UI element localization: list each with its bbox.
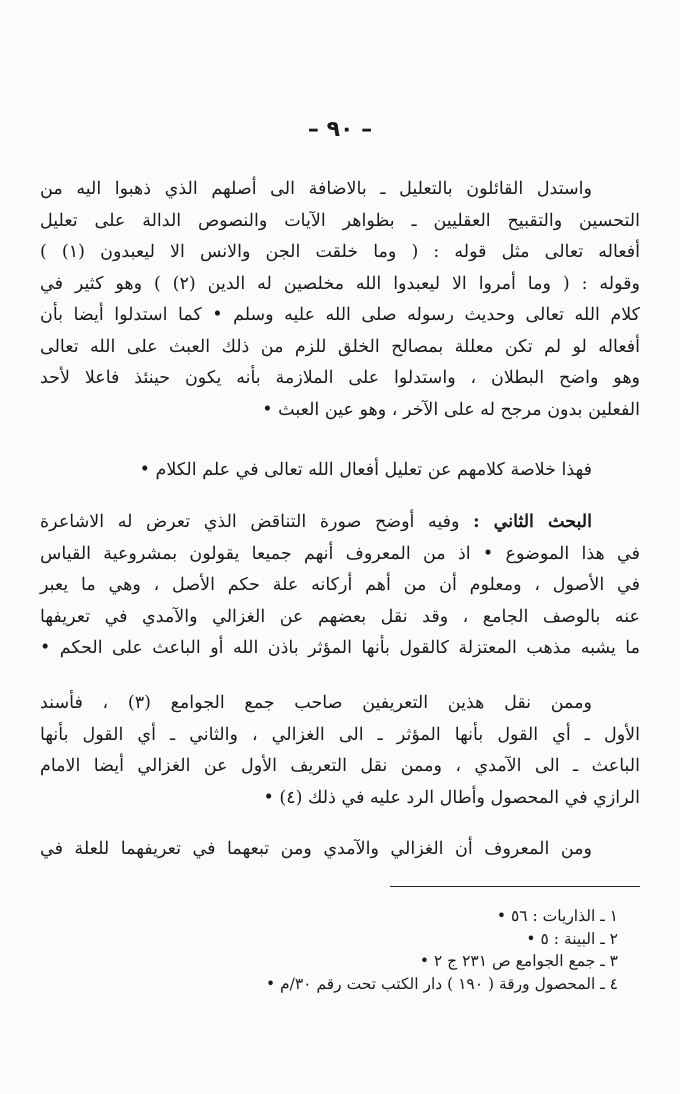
text-line: في هذا الموضوع • اذ من المعروف أنهم جميعا يقولون بمشروعية القياس [40, 543, 640, 564]
paragraph-5 [40, 834, 640, 866]
footnote: ١ ـ الذاريات : ٥٦ • [496, 907, 618, 925]
heading-continuation: وفيه أوضح صورة التناقض الذي تعرض له الاشاعرة [40, 512, 460, 532]
footnote: ٣ ـ جمع الجوامع ص ٢٣١ ج ٢ • [419, 952, 618, 970]
text-line: الفعلين بدون مرجح له على الآخر ، وهو عين العبث • [262, 399, 640, 420]
text-line: أفعاله لو لم تكن معللة بمصالح الخلق للزم من ذلك العبث على الله تعالى [40, 336, 640, 357]
text-line: أفعاله تعالى مثل قوله : ( وما خلقت الجن والانس الا ليعبدون (١) ) [40, 242, 641, 262]
text-line: في الأصول ، ومعلوم أن من أهم أركانه علة حكم الأصل ، وهي ما يعبر [40, 575, 640, 595]
text-line: فهذا خلاصة كلامهم عن تعليل أفعال الله تعالى في علم الكلام • [139, 460, 592, 480]
footnote: ٢ ـ البينة : ٥ • [526, 929, 618, 948]
paragraph-4 [40, 688, 640, 814]
text-line: الباعث ـ الى الآمدي ، وممن نقل التعريف الأول عن الغزالي أيضا الامام [40, 756, 640, 776]
paragraph-3 [40, 507, 640, 665]
text-line: وممن نقل هذين التعريفين صاحب جمع الجوامع (٣) ، فأسند [40, 693, 592, 713]
section-heading: البحث الثاني : [473, 512, 592, 532]
footnotes [40, 905, 640, 995]
text-line: كلام الله تعالى وحديث رسوله صلى الله عليه وسلم • كما استدلوا أيضا بأن [40, 305, 640, 325]
text-line: الأول ـ أي القول بأنها المؤثر ـ الى الغزالي ، والثاني ـ أي القول بأنها [40, 724, 640, 745]
text-line: وقوله : ( وما أمروا الا ليعبدوا الله مخلصين له الدين (٢) ) وهو كثير في [40, 273, 640, 294]
text-line: الرازي في المحصول وأطال الرد عليه في ذلك (٤) • [263, 787, 640, 808]
text-line: واستدل القائلون بالتعليل ـ بالاضافة الى أصلهم الذي ذهبوا اليه من [40, 179, 592, 199]
text-line: وهو واضح البطلان ، واستدلوا على الملازمة بأنه يكون حينئذ فاعلا لأحد [40, 368, 640, 388]
paragraph-2 [40, 455, 640, 487]
text-line [40, 507, 640, 539]
text-line: ومن المعروف أن الغزالي والآمدي ومن تبعهما في تعريفهما للعلة في [40, 839, 592, 859]
paragraph-1 [40, 174, 640, 426]
page-number: – ٩٠ – [307, 117, 373, 142]
footnote-separator [390, 886, 640, 887]
footnote: ٤ ـ المحصول ورقة ( ١٩٠ ) دار الكتب تحت رقم ٣٠/م • [265, 974, 618, 993]
text-line: ما يشبه مذهب المعتزلة كالقول بأنها المؤثر باذن الله أو الباعث على الحكم • [40, 638, 640, 658]
text-line: عنه بالوصف الجامع ، وقد نقل بعضهم عن الغزالي والآمدي في تعريفها [40, 606, 640, 627]
text-line: التحسين والتقبيح العقليين ـ بظواهر الآيات والنصوص الدالة على تعليل [40, 210, 640, 231]
